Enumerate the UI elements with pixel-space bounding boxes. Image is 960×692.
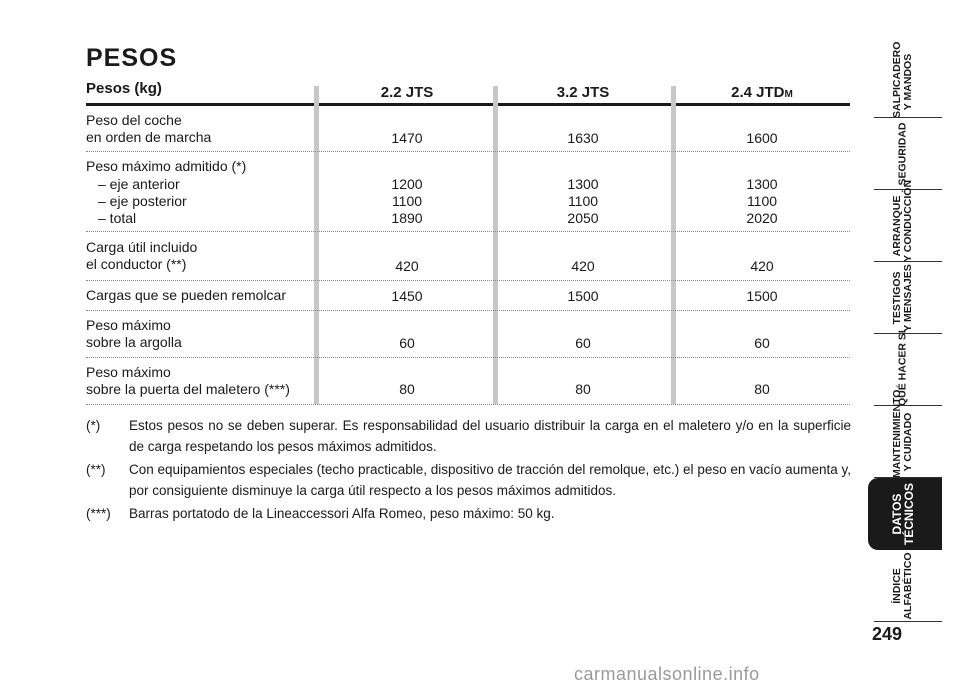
label-line: Peso máximo admitido (*) — [86, 158, 247, 174]
tab-arranque[interactable] — [868, 179, 942, 262]
table-cell: 1500 — [746, 288, 778, 304]
tab-label: SEGURIDAD — [896, 122, 909, 186]
column-header-2-4-jtdm — [702, 84, 822, 101]
row-divider — [86, 151, 850, 152]
footnote-mark: (***) — [86, 506, 111, 521]
table-cell: 60 — [575, 335, 591, 351]
page-title: PESOS — [86, 44, 178, 72]
cell-line: 1100 — [746, 193, 778, 209]
label-line: – total — [98, 210, 137, 226]
table-cell: 80 — [575, 381, 591, 397]
tab-label: MANTENIMIENTO Y CUIDADO — [891, 389, 914, 478]
footnote — [86, 459, 851, 501]
chapter-sidebar — [868, 0, 960, 692]
row-label-peso-maletero — [86, 364, 290, 398]
row-divider — [86, 357, 850, 358]
column-header-suffix: M — [784, 89, 793, 100]
tab-label: ARRANQUE Y CONDUCCIÓN — [891, 179, 914, 262]
row-divider — [86, 280, 850, 281]
row-label-cargas-remolcar — [86, 287, 286, 304]
tab-que-hacer-si[interactable] — [868, 330, 942, 406]
table-cell: 420 — [571, 258, 595, 274]
tab-label: TESTIGOS Y MENSAJES — [891, 264, 914, 332]
cell-line: 1100 — [567, 193, 599, 209]
label-line: – eje anterior — [98, 176, 180, 192]
watermark-text: carmanualsonline.info — [574, 664, 760, 684]
cell-line: 2050 — [567, 210, 599, 226]
tab-label: ÍNDICE ALFABÉTICO — [891, 552, 914, 620]
row-label-carga-util — [86, 239, 197, 273]
label-line: Peso máximo — [86, 317, 171, 333]
row-divider — [86, 231, 850, 232]
tab-testigos[interactable] — [868, 262, 942, 334]
table-cell: 1600 — [746, 130, 778, 146]
tab-label: DATOS TÉCNICOS — [890, 483, 916, 546]
tab-salpicadero[interactable] — [868, 41, 942, 118]
table-cell — [523, 176, 643, 227]
table-cell: 80 — [399, 381, 415, 397]
cell-line: 2020 — [746, 210, 778, 226]
footnote-text: Barras portatodo de la Lineaccessori Alfa Romeo, peso máximo: 50 kg. — [129, 506, 555, 521]
footnote-text: Con equipamientos especiales (techo practicable, dispositivo de tracción del remolque, etc.) el peso en vacío aumenta y, por consiguiente disminuye la carga útil respecto a los pesos máximos admitidos. — [129, 462, 851, 498]
column-header-text: 2.2 JTS — [380, 84, 434, 101]
tab-datos-tecnicos[interactable] — [868, 478, 942, 550]
cell-line: 1300 — [567, 176, 599, 192]
column-header-3-2-jts — [523, 84, 643, 101]
page-number: 249 — [872, 624, 903, 644]
tab-mantenimiento[interactable] — [868, 389, 942, 478]
footnote-mark: (**) — [86, 462, 106, 477]
row-divider — [86, 404, 850, 405]
table-cell: 60 — [754, 335, 770, 351]
tab-label: QUÉ HACER SI — [896, 330, 909, 406]
table-header-label: Pesos (kg) — [86, 80, 162, 97]
table-cell: 1450 — [391, 288, 423, 304]
row-label-peso-argolla — [86, 317, 182, 351]
table-cell: 80 — [754, 381, 770, 397]
label-line: Cargas que se pueden remolcar — [86, 287, 287, 303]
tab-indice[interactable] — [868, 550, 942, 622]
cell-line: 1100 — [391, 193, 423, 209]
cell-line: 1890 — [391, 210, 423, 226]
table-cell: 420 — [750, 258, 774, 274]
table-cell: 1630 — [567, 130, 599, 146]
table-cell: 1470 — [391, 130, 423, 146]
header-rule — [86, 103, 850, 106]
label-line: Peso máximo — [86, 364, 171, 380]
row-label-peso-maximo — [86, 158, 246, 175]
table-cell — [347, 176, 467, 227]
label-line: sobre la puerta del maletero (***) — [86, 381, 290, 397]
footnote — [86, 415, 851, 457]
footnote-text: Estos pesos no se deben superar. Es responsabilidad del usuario distribuir la carga en el maletero y/o en la superficie de carga respetando los pesos máximos admitidos. — [129, 418, 851, 454]
label-line: sobre la argolla — [86, 334, 182, 350]
label-line: Peso del coche — [86, 112, 182, 128]
label-line: Carga útil incluido — [86, 239, 198, 255]
table-cell: 1500 — [567, 288, 599, 304]
footnote-mark: (*) — [86, 418, 101, 433]
cell-line: 1300 — [746, 176, 778, 192]
column-header-text: 3.2 JTS — [556, 84, 610, 101]
column-header-2-2-jts — [347, 84, 467, 101]
row-divider — [86, 310, 850, 311]
column-header-text: 2.4 JTD — [731, 84, 785, 101]
label-line: – eje posterior — [98, 193, 187, 209]
cell-line: 1200 — [391, 176, 423, 192]
table-cell: 60 — [399, 335, 415, 351]
footnote — [86, 503, 851, 524]
tab-divider — [874, 621, 942, 622]
tab-label: SALPICADERO Y MANDOS — [891, 41, 914, 118]
row-label-peso-coche — [86, 112, 211, 146]
row-sublabels — [98, 176, 187, 227]
label-line: en orden de marcha — [86, 129, 212, 145]
table-cell: 420 — [395, 258, 419, 274]
table-cell — [702, 176, 822, 227]
label-line: el conductor (**) — [86, 256, 187, 272]
